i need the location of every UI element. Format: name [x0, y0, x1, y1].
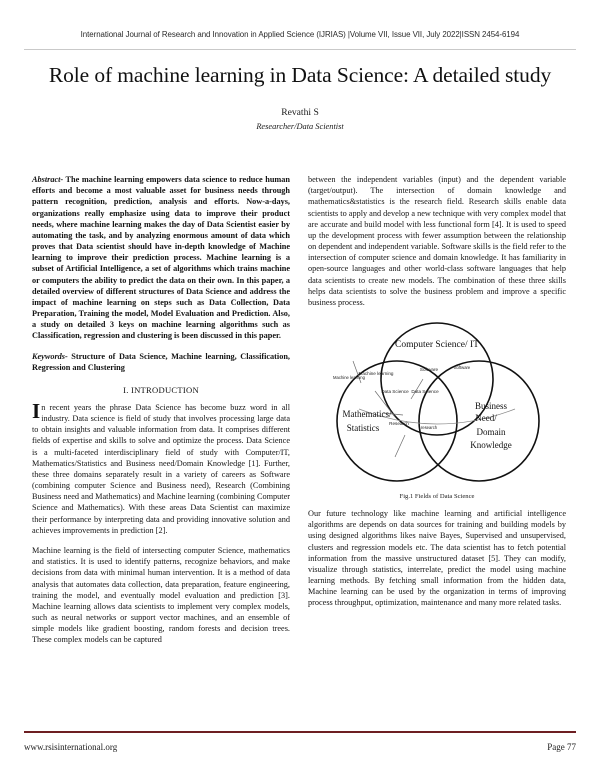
label-research-right: research	[420, 425, 438, 431]
left-paragraph-2: Machine learning is the field of intersecting computer Science, mathematics and statistics. It is used to identify patterns, recognize behaviors, and make decisions from data with minimal human intervention. It is a method of data analysis that automates data collection, data preparation, feature engineering, training the model, and eventually model evaluation and prediction [3]. Machine learning allows data scientists to implement very complex models, such as neural networks or support vector machines, and an ensemble of simple models like gradient boosting, random forests and decision trees. These complex models can be captured	[32, 545, 290, 645]
intro-paragraph	[32, 398, 290, 536]
label-statistics: Statistics	[346, 423, 380, 434]
intro-body: the phrase Data Science has become buzz word in all industry. Data science is field of study that involves processing large data to obtain insights and valuable information from data. It comprises different fields of expertise and skills to solve and optimize the process. Data Science is a multi-faceted interdisciplinary field of study with Computer/IT, Mathematics/Statistics and Business need/Domain Knowledge [1]. Further, these three domains separately result in a variety of careers as Software (combining computer Science and Business need), Research (Combining Business need and Mathematics) and Machine learning (combining Computer Science and Mathematics). With these areas Data Scientist can maximize their performance by interpreting data and providing innovative solution and achieves improvements in prediction [2].	[32, 402, 290, 535]
footer-website[interactable]: www.rsisinternational.org	[24, 742, 118, 752]
author-affiliation: Researcher/Data Scientist	[256, 121, 344, 131]
page-title: Role of machine learning in Data Science: A detailed study	[48, 63, 552, 87]
footer-page-number: Page 77	[547, 742, 576, 752]
figure-1	[308, 317, 566, 500]
drop-cap: I	[32, 398, 41, 423]
venn-diagram-svg	[319, 317, 555, 489]
intro-first-words: n recent years	[41, 402, 92, 412]
label-research-left: Research	[389, 421, 409, 427]
label-need: Need/	[475, 413, 497, 424]
title-block	[40, 62, 560, 131]
page-footer	[24, 742, 576, 752]
abstract-label: Abstract-	[32, 175, 64, 184]
keywords-paragraph	[32, 351, 290, 373]
label-computer-science-it: Computer Science/ IT	[395, 340, 479, 351]
label-data-science-right: Data Science	[411, 389, 439, 395]
left-column	[32, 174, 290, 655]
header-rule	[24, 49, 576, 50]
abstract-paragraph	[32, 174, 290, 342]
label-knowledge: Knowledge	[470, 440, 512, 451]
label-machine-learning-left: Machine learning	[333, 375, 365, 381]
venn-diagram	[319, 317, 555, 489]
keywords-text: Structure of Data Science, Machine learning, Classification, Regression and Clustering	[32, 351, 290, 372]
label-software-left: Software	[419, 367, 439, 373]
label-mathematics: Mathematics/	[342, 409, 392, 420]
right-column	[308, 174, 566, 618]
leader-line-4	[395, 435, 405, 457]
abstract-text: The machine learning empowers data science to reduce human efforts and become a most valuable asset for business needs through pattern recognition, prediction, analysis and efforts. Now-a-days, organizations really emphasize using data to improve their product needs, where machine learning makes the day of Data Scientist easier by automating the task, and by analyzing enormous amount of data which proves that Data scientist should have in-depth knowledge of Machine learning to improve their prediction process. Machine learning is a subset of Artificial Intelligence, a set of algorithms which trains machine or computers the ability to predict the data on their own. In this paper, a detailed overview of different structures of Data Science and address the impact of machine learning on steps such as Data Collection, Data Preparation, Training the model, Model Evaluation and Prediction. Also, a study on detailed 3 keys on machine learning algorithms such as Classification, regression and clustering is been discussed in this paper.	[32, 175, 290, 341]
section-heading-introduction: I. INTRODUCTION	[123, 384, 199, 395]
label-data-science-left: Data Science	[381, 389, 409, 395]
label-domain: Domain	[476, 427, 506, 438]
running-header: International Journal of Research and Innovation in Applied Science (IJRIAS) |Volume VII, Issue VII, July 2022|ISSN 2454-6194	[80, 30, 520, 39]
label-business: Business	[474, 401, 508, 412]
right-paragraph-1: between the independent variables (input) and the dependent variable (target/output). The intersection of domain knowledge and mathematics&statistics is the research field. Research skills enable data scientists to apply and develop a new technique with very complex model that are accurate and build model with less functional form [4]. It is used to speed up the development process with fewer assumption between the relationship on dependent and independent variable. Software skills is the field refer to the intersection of computer science and domain knowledge. It has familiarity in open-source languages and other world-class software languages that help data scientists to create new models. The combination of these three skills helps data scientists to solve the business problem and improve a specific business process.	[308, 175, 566, 307]
footer-rule	[24, 731, 576, 733]
author-name: Revathi S	[281, 106, 319, 118]
label-software-right: Software	[453, 365, 471, 371]
keywords-label: Keywords-	[32, 351, 68, 361]
figure-caption: Fig.1 Fields of Data Science	[399, 493, 475, 501]
label-machine-learning-right: Machine learning	[358, 371, 394, 377]
body-columns	[32, 174, 572, 704]
right-paragraph-2: Our future technology like machine learning and artificial intelligence algorithms are depends on data sources for training and building models by using designed algorithms likes naive Bayes, Supervised and unsupervised, clusters and regression models etc. The data scientist has to fetch potential information from the massive unstructured dataset [5]. They can modify, visualize through statistics, interrelate, predict the model using machine learning methods. By fetching small information from the hidden data, Machine learning can be used by the organization in terms of improving process throughput, optimization, maintenance and many more related tasks.	[308, 509, 566, 608]
